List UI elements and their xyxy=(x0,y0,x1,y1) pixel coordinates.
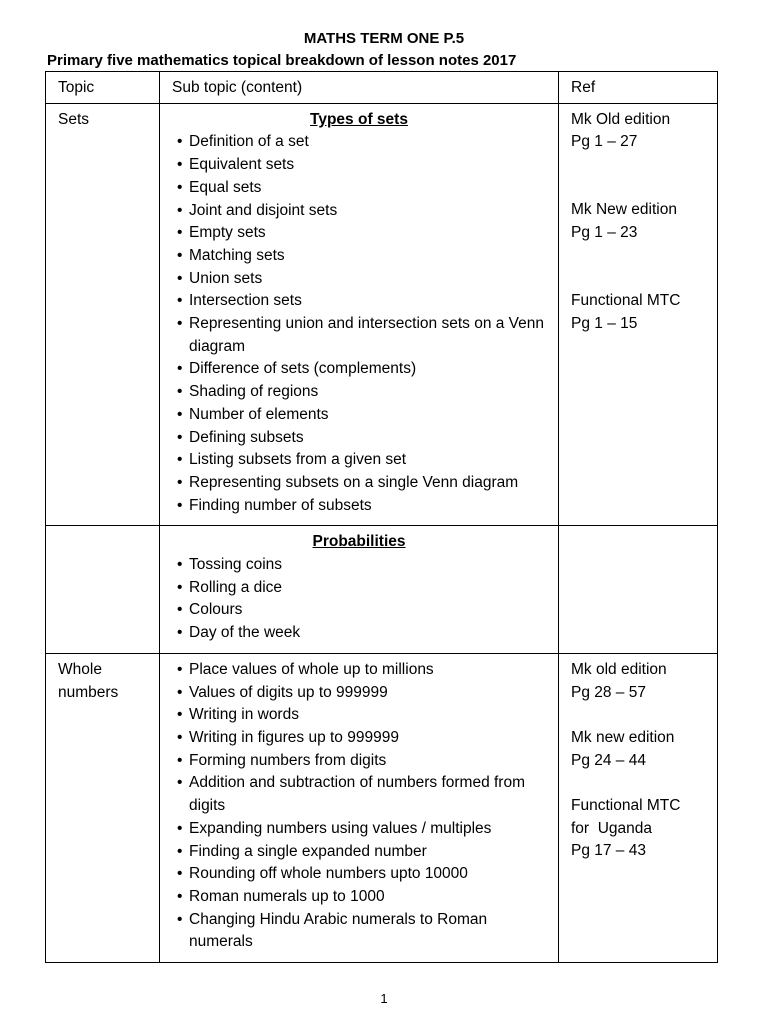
subtopic-list xyxy=(172,131,546,517)
ref-cell xyxy=(559,526,718,654)
ref-line: Functional MTC xyxy=(571,797,681,815)
list-item: • Day of the week xyxy=(172,622,546,645)
table-row-probabilities xyxy=(46,526,718,654)
ref-line: Mk new edition xyxy=(571,728,675,746)
list-item: • Representing union and intersection sets on a Venn diagram xyxy=(172,313,546,358)
list-item: • Values of digits up to 999999 xyxy=(172,682,546,705)
ref-line: Mk Old edition xyxy=(571,110,671,128)
list-item: • Place values of whole up to millions xyxy=(172,659,546,682)
topic-cell xyxy=(46,526,160,654)
ref-cell xyxy=(559,653,718,962)
document-title: MATHS TERM ONE P.5 xyxy=(303,30,465,47)
subtopic-cell xyxy=(160,103,559,526)
table-row-whole-numbers xyxy=(46,653,718,962)
header-topic: Topic xyxy=(46,72,160,104)
list-item: • Equivalent sets xyxy=(172,154,546,177)
topic-cell: Whole numbers xyxy=(46,653,160,962)
list-item: • Colours xyxy=(172,599,546,622)
list-item: • Changing Hindu Arabic numerals to Roman numerals xyxy=(172,909,546,954)
subtopic-list xyxy=(172,659,546,954)
list-item: • Equal sets xyxy=(172,177,546,200)
list-item: • Roman numerals up to 1000 xyxy=(172,886,546,909)
section-title-types-of-sets: Types of sets xyxy=(310,110,408,128)
list-item: • Finding number of subsets xyxy=(172,495,546,518)
section-title-probabilities: Probabilities xyxy=(312,533,406,551)
ref-cell xyxy=(559,103,718,526)
ref-line: Pg 1 – 15 xyxy=(571,314,638,332)
list-item: • Intersection sets xyxy=(172,290,546,313)
list-item: • Shading of regions xyxy=(172,381,546,404)
page-number: 1 xyxy=(380,991,388,1006)
list-item: • Addition and subtraction of numbers formed from digits xyxy=(172,772,546,817)
lesson-breakdown-table xyxy=(45,71,718,963)
table-row-sets xyxy=(46,103,718,526)
ref-line: Pg 17 – 43 xyxy=(571,842,646,860)
ref-line: Mk New edition xyxy=(571,201,677,219)
list-item: • Forming numbers from digits xyxy=(172,750,546,773)
list-item: • Defining subsets xyxy=(172,427,546,450)
ref-line: Pg 1 – 23 xyxy=(571,224,638,242)
ref-line: Mk old edition xyxy=(571,660,667,678)
header-ref: Ref xyxy=(559,72,718,104)
list-item: • Expanding numbers using values / multiples xyxy=(172,818,546,841)
list-item: • Rounding off whole numbers upto 10000 xyxy=(172,863,546,886)
list-item: • Finding a single expanded number xyxy=(172,841,546,864)
subtopic-cell xyxy=(160,526,559,654)
ref-line: Pg 28 – 57 xyxy=(571,683,646,701)
subtopic-cell xyxy=(160,653,559,962)
list-item: • Writing in figures up to 999999 xyxy=(172,727,546,750)
list-item: • Writing in words xyxy=(172,704,546,727)
list-item: • Empty sets xyxy=(172,222,546,245)
list-item: • Union sets xyxy=(172,268,546,291)
subtopic-list xyxy=(172,554,546,645)
ref-line: Pg 1 – 27 xyxy=(571,133,638,151)
list-item: • Rolling a dice xyxy=(172,577,546,600)
list-item: • Representing subsets on a single Venn diagram xyxy=(172,472,546,495)
ref-line: for Uganda xyxy=(571,819,652,837)
list-item: • Difference of sets (complements) xyxy=(172,358,546,381)
list-item: • Listing subsets from a given set xyxy=(172,449,546,472)
list-item: • Matching sets xyxy=(172,245,546,268)
document-subtitle: Primary five mathematics topical breakdown of lesson notes 2017 xyxy=(47,52,517,69)
header-subtopic: Sub topic (content) xyxy=(160,72,559,104)
list-item: • Joint and disjoint sets xyxy=(172,200,546,223)
list-item: • Definition of a set xyxy=(172,131,546,154)
ref-line: Functional MTC xyxy=(571,292,681,310)
list-item: • Tossing coins xyxy=(172,554,546,577)
list-item: • Number of elements xyxy=(172,404,546,427)
topic-cell: Sets xyxy=(46,103,160,526)
table-header-row xyxy=(46,72,718,104)
ref-line: Pg 24 – 44 xyxy=(571,751,646,769)
